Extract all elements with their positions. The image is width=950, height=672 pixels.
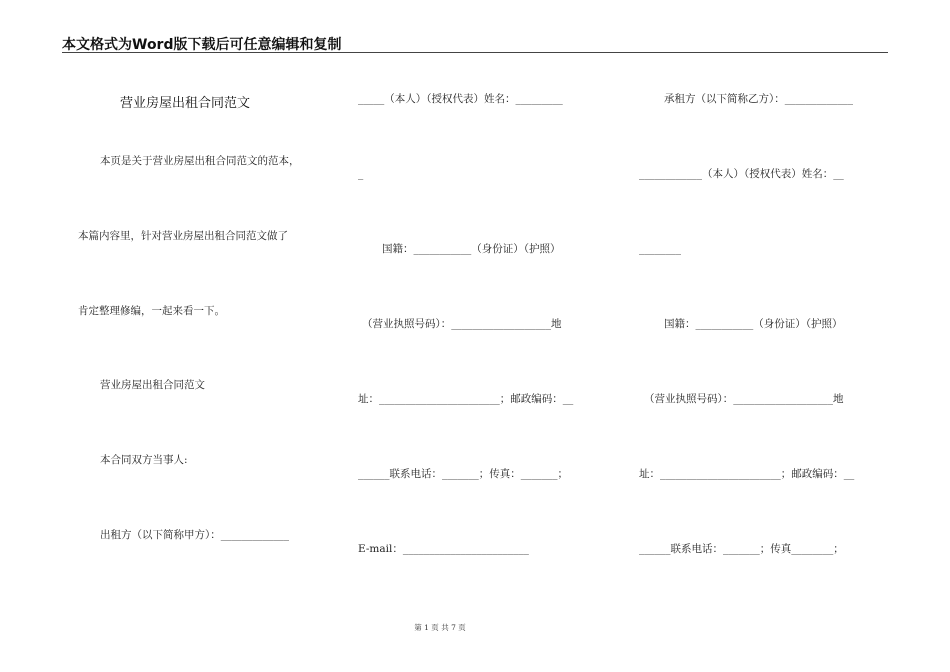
col2-line-5: 址：_______________________；邮政编码：__ bbox=[358, 393, 574, 405]
col2-line-4: （营业执照号码）：___________________地 bbox=[362, 318, 562, 330]
col3-line-5: （营业执照号码）：___________________地 bbox=[644, 393, 844, 405]
col1-line-5: 本合同双方当事人: bbox=[100, 454, 188, 466]
header-divider bbox=[62, 52, 888, 53]
col3-line-7: ______联系电话：_______；传真________； bbox=[639, 543, 844, 555]
document-title: 营业房屋出租合同范文 bbox=[120, 96, 251, 111]
document-header: 本文格式为Word版下载后可任意编辑和复制 bbox=[62, 37, 342, 53]
col1-line-2: 本篇内容里，针对营业房屋出租合同范文做了 bbox=[78, 230, 288, 242]
col1-line-4: 营业房屋出租合同范文 bbox=[100, 379, 205, 391]
col3-line-4: 国籍：___________（身份证）（护照） bbox=[664, 318, 843, 330]
col3-line-2: ____________（本人）（授权代表）姓名：__ bbox=[639, 168, 844, 180]
col1-line-3: 肯定整理修编，一起来看一下。 bbox=[78, 305, 225, 317]
col3-line-1: 承租方（以下简称乙方）：_____________ bbox=[664, 93, 853, 105]
col2-line-2: _ bbox=[358, 168, 364, 180]
col3-line-6: 址：_______________________；邮政编码：__ bbox=[639, 468, 855, 480]
col2-line-3: 国籍：___________（身份证）（护照） bbox=[382, 243, 561, 255]
col3-line-3: ________ bbox=[639, 243, 681, 255]
col1-line-6: 出租方（以下简称甲方）：_____________ bbox=[100, 529, 289, 541]
col2-line-7: E-mail：________________________ bbox=[358, 543, 529, 555]
col2-line-1: _____（本人）（授权代表）姓名：_________ bbox=[358, 93, 563, 105]
page-number: 第 1 页 共 7 页 bbox=[414, 623, 466, 632]
col2-line-6: ______联系电话：_______；传真：_______； bbox=[358, 468, 568, 480]
col1-line-1: 本页是关于营业房屋出租合同范文的范本， bbox=[100, 155, 300, 167]
